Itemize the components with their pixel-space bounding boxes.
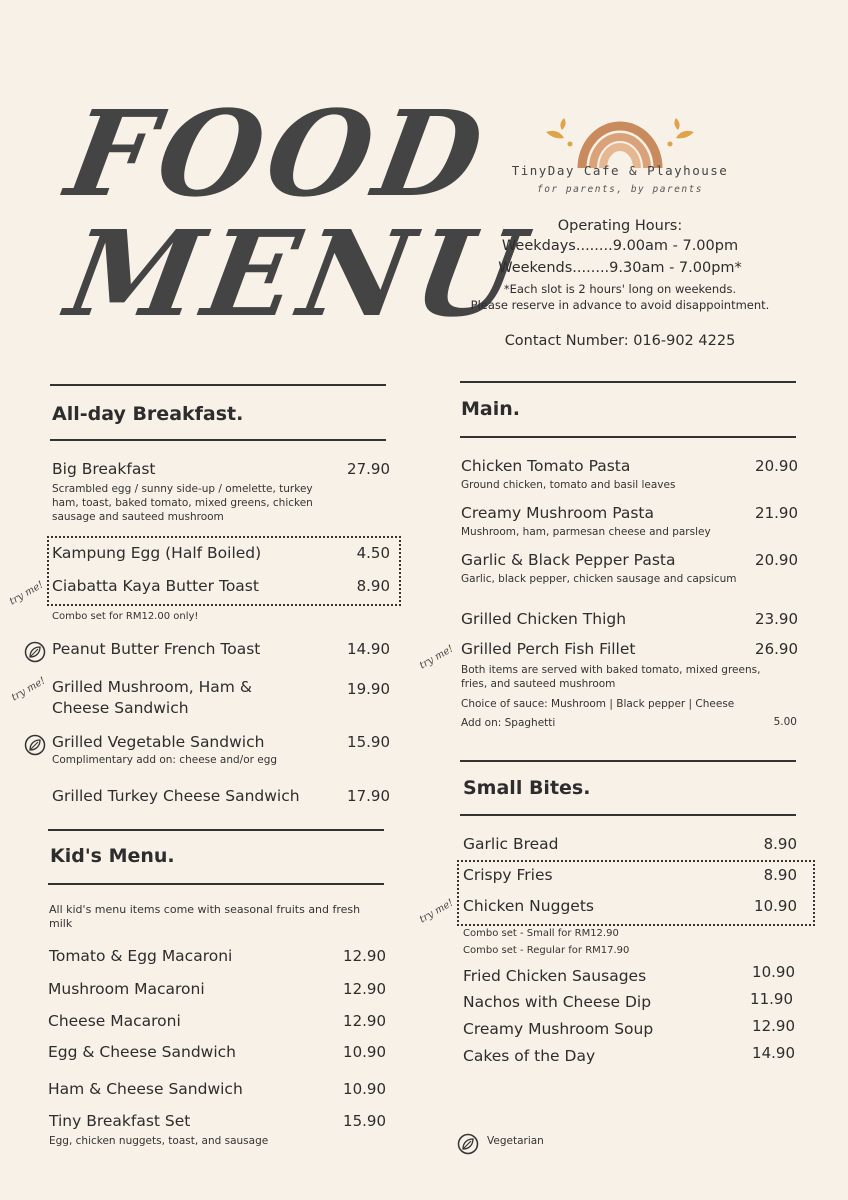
item-grilled-chicken-thigh: Grilled Chicken Thigh <box>461 610 627 628</box>
price-cakes-of-the-day: 14.90 <box>752 1044 795 1062</box>
price-fried-chicken-sausages: 10.90 <box>752 963 795 981</box>
main-rule-top <box>460 381 796 383</box>
title-menu: MENU <box>57 204 538 343</box>
title-food: FOOD <box>57 84 499 223</box>
vegetarian-leaf-icon <box>24 641 46 663</box>
item-big-breakfast: Big Breakfast <box>52 460 156 478</box>
brand-tagline: for parents, by parents <box>536 184 704 195</box>
hours-note2: Please reserve in advance to avoid disappointment. <box>470 298 770 312</box>
price-grilled-perch-fillet: 26.90 <box>755 640 798 658</box>
sauce-choice: Choice of sauce: Mushroom | Black pepper | Cheese <box>461 698 735 710</box>
price-grilled-chicken-thigh: 23.90 <box>755 610 798 628</box>
item-mushroom-ham-sandwich: Grilled Mushroom, Ham & Cheese Sandwich <box>52 678 252 717</box>
item-cakes-of-the-day: Cakes of the Day <box>463 1047 596 1065</box>
price-garlic-bread: 8.90 <box>763 835 797 853</box>
combo-note-breakfast: Combo set for RM12.00 only! <box>52 611 199 622</box>
tryme-tag: try me! <box>9 675 48 704</box>
price-kampung-egg: 4.50 <box>356 544 390 562</box>
kids-rule-bottom <box>48 883 384 885</box>
breakfast-title: All-day Breakfast. <box>52 403 244 425</box>
breakfast-rule-top <box>50 384 386 386</box>
main-rule-bottom <box>460 436 796 438</box>
price-creamy-mushroom-pasta: 21.90 <box>755 504 798 522</box>
item-vegetable-sandwich: Grilled Vegetable Sandwich <box>52 733 265 751</box>
price-cheese-macaroni: 12.90 <box>343 1012 386 1030</box>
item-ham-cheese-sandwich: Ham & Cheese Sandwich <box>48 1080 243 1098</box>
hours-note1: *Each slot is 2 hours' long on weekends. <box>503 282 737 296</box>
breakfast-rule-bottom <box>50 439 386 441</box>
tryme-tag: try me! <box>417 897 456 926</box>
price-mushroom-ham-sandwich: 19.90 <box>347 680 390 698</box>
bites-rule-top <box>460 760 796 762</box>
item-kampung-egg: Kampung Egg (Half Boiled) <box>52 544 262 562</box>
item-cheese-macaroni: Cheese Macaroni <box>48 1012 181 1030</box>
brand-name: TinyDay Cafe & Playhouse <box>511 163 729 178</box>
contact-number: Contact Number: 016-902 4225 <box>504 333 736 349</box>
tryme-tag: try me! <box>417 643 456 672</box>
bites-title: Small Bites. <box>463 777 591 799</box>
item-mushroom-macaroni: Mushroom Macaroni <box>48 980 205 998</box>
item-peanut-butter-toast: Peanut Butter French Toast <box>52 640 261 658</box>
price-creamy-mushroom-soup: 12.90 <box>752 1017 795 1035</box>
hours-title: Operating Hours: <box>557 218 683 234</box>
item-kaya-toast: Ciabatta Kaya Butter Toast <box>52 577 259 595</box>
desc-grilled-perch-fillet: Both items are served with baked tomato, mixed greens, fries, and sauteed mushroom <box>461 664 761 690</box>
item-turkey-sandwich: Grilled Turkey Cheese Sandwich <box>52 787 300 805</box>
item-tomato-egg-macaroni: Tomato & Egg Macaroni <box>49 947 233 965</box>
legend-vegetarian: Vegetarian <box>487 1135 544 1147</box>
item-egg-cheese-sandwich: Egg & Cheese Sandwich <box>48 1043 236 1061</box>
vegetarian-leaf-icon <box>457 1133 479 1155</box>
addon-spaghetti: Add on: Spaghetti <box>461 717 556 729</box>
hours-weekends: Weekends........9.30am - 7.00pm* <box>498 260 742 276</box>
item-creamy-mushroom-pasta: Creamy Mushroom Pasta <box>461 504 655 522</box>
tryme-tag: try me! <box>7 579 46 608</box>
price-vegetable-sandwich: 15.90 <box>347 733 390 751</box>
price-big-breakfast: 27.90 <box>347 460 390 478</box>
price-peanut-butter-toast: 14.90 <box>347 640 390 658</box>
price-kaya-toast: 8.90 <box>356 577 390 595</box>
price-garlic-pepper-pasta: 20.90 <box>755 551 798 569</box>
desc-vegetable-sandwich: Complimentary add on: cheese and/or egg <box>52 754 278 766</box>
kids-intro: All kid's menu items come with seasonal fruits and fresh milk <box>49 903 361 930</box>
item-fried-chicken-sausages: Fried Chicken Sausages <box>463 967 647 985</box>
price-turkey-sandwich: 17.90 <box>347 787 390 805</box>
desc-garlic-pepper-pasta: Garlic, black pepper, chicken sausage and capsicum <box>461 573 737 585</box>
price-tomato-egg-macaroni: 12.90 <box>343 947 386 965</box>
combo-small: Combo set - Small for RM12.90 <box>463 928 619 939</box>
item-garlic-pepper-pasta: Garlic & Black Pepper Pasta <box>461 551 676 569</box>
rainbow-logo-icon <box>540 108 700 170</box>
price-ham-cheese-sandwich: 10.90 <box>343 1080 386 1098</box>
hours-weekdays: Weekdays........9.00am - 7.00pm <box>501 238 739 254</box>
desc-chicken-tomato-pasta: Ground chicken, tomato and basil leaves <box>461 479 676 491</box>
price-mushroom-macaroni: 12.90 <box>343 980 386 998</box>
kids-rule-top <box>48 829 384 831</box>
price-egg-cheese-sandwich: 10.90 <box>343 1043 386 1061</box>
bites-rule-bottom <box>460 814 796 816</box>
item-creamy-mushroom-soup: Creamy Mushroom Soup <box>463 1020 654 1038</box>
desc-tiny-breakfast-set: Egg, chicken nuggets, toast, and sausage <box>49 1135 269 1147</box>
price-chicken-tomato-pasta: 20.90 <box>755 457 798 475</box>
price-chicken-nuggets: 10.90 <box>754 897 797 915</box>
item-grilled-perch-fillet: Grilled Perch Fish Fillet <box>461 640 636 658</box>
item-chicken-tomato-pasta: Chicken Tomato Pasta <box>461 457 631 475</box>
item-nachos: Nachos with Cheese Dip <box>463 993 652 1011</box>
desc-creamy-mushroom-pasta: Mushroom, ham, parmesan cheese and parsley <box>461 526 711 538</box>
kids-title: Kid's Menu. <box>50 845 175 867</box>
main-title: Main. <box>461 398 520 420</box>
price-crispy-fries: 8.90 <box>763 866 797 884</box>
price-addon-spaghetti: 5.00 <box>773 716 797 728</box>
price-nachos: 11.90 <box>750 990 793 1008</box>
vegetarian-leaf-icon <box>24 734 46 756</box>
item-tiny-breakfast-set: Tiny Breakfast Set <box>49 1112 191 1130</box>
item-crispy-fries: Crispy Fries <box>463 866 553 884</box>
combo-regular: Combo set - Regular for RM17.90 <box>463 945 630 956</box>
item-chicken-nuggets: Chicken Nuggets <box>463 897 594 915</box>
price-tiny-breakfast-set: 15.90 <box>343 1112 386 1130</box>
desc-big-breakfast: Scrambled egg / sunny side-up / omelette, turkey ham, toast, baked tomato, mixed greens, chicken sausage and sauteed mushroom <box>52 483 313 523</box>
item-garlic-bread: Garlic Bread <box>463 835 559 853</box>
